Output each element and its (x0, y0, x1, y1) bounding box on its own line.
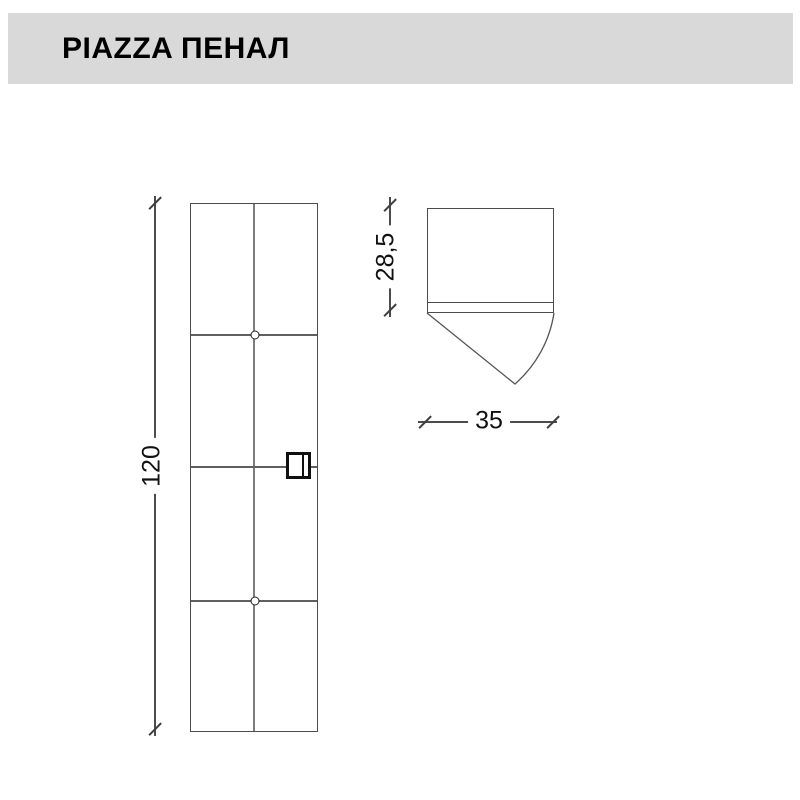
width-dimension-label: 35 (468, 406, 510, 437)
door-swing-arc (410, 305, 580, 400)
depth-dimension-label: 28,5 (371, 226, 402, 289)
front-view (190, 203, 318, 732)
front-panel-line (428, 302, 553, 303)
hinge-dot (251, 331, 260, 340)
door-handle (286, 452, 311, 479)
top-view (427, 208, 554, 313)
door-handle-detail (302, 455, 304, 476)
title-bar (8, 13, 793, 84)
page-title: PIAZZA ПЕНАЛ (62, 32, 290, 65)
height-dimension-label: 120 (137, 438, 168, 494)
hinge-dot (251, 597, 260, 606)
